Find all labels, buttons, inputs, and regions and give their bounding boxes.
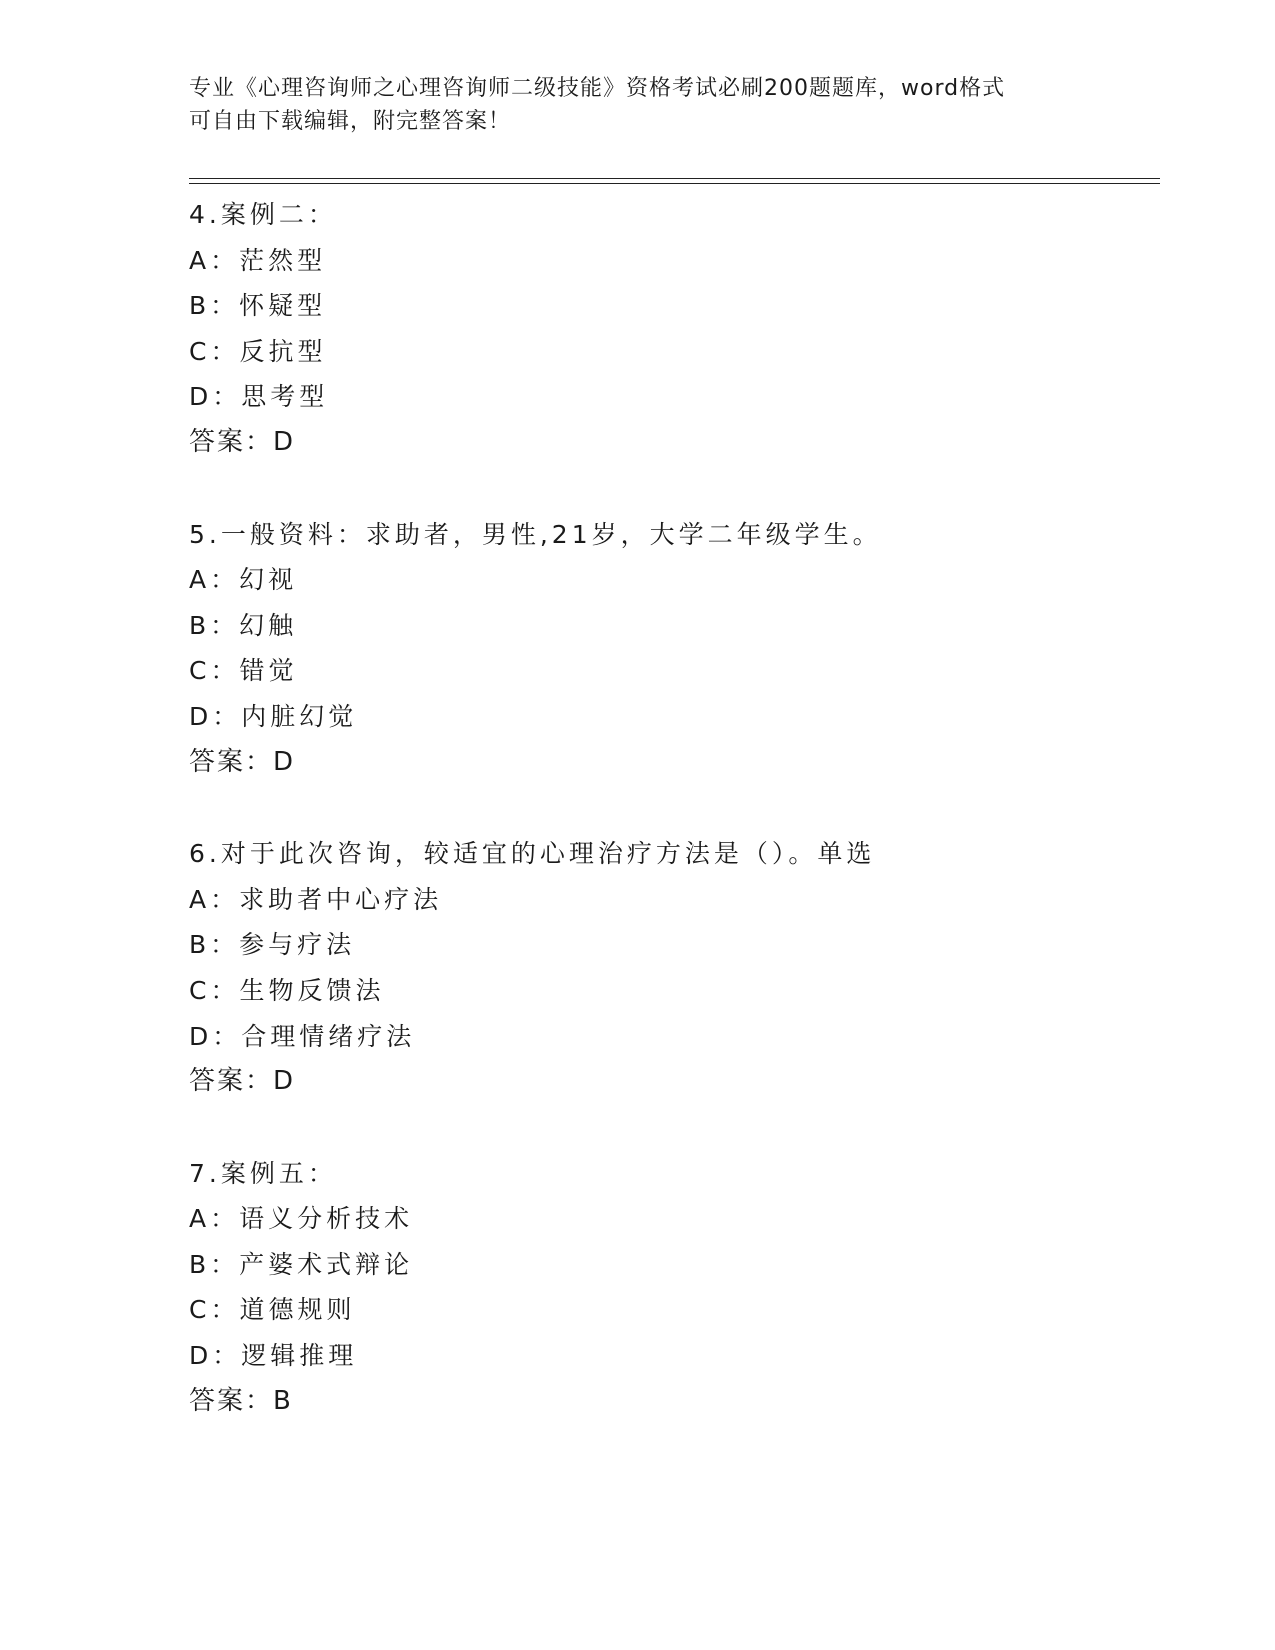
header-line-1: 专业《心理咨询师之心理咨询师二级技能》资格考试必刷200题题库，word格式 [189,76,1006,101]
header-line-2: 可自由下载编辑，附完整答案！ [189,109,512,134]
document-header [189,72,1089,138]
question-stem: 7.案例五： [189,1158,337,1188]
question-5 [189,512,1149,786]
option-a: A：求助者中心疗法 [189,884,443,914]
option-c: C：反抗型 [189,336,327,366]
option-b: B：幻触 [189,610,298,640]
option-d: D：思考型 [189,382,329,412]
question-6 [189,831,1149,1105]
option-c: C：生物反馈法 [189,975,385,1005]
option-a: A：幻视 [189,565,298,595]
question-4 [189,192,1149,466]
question-stem: 4.案例二： [189,200,337,229]
answer-line: 答案：B [189,1385,293,1416]
option-b: B：产婆术式辩论 [189,1249,414,1279]
option-b: B：怀疑型 [189,291,327,321]
option-d: D：逻辑推理 [189,1341,358,1371]
option-a: A：语义分析技术 [189,1204,414,1234]
answer-line: 答案：D [189,746,296,777]
question-7 [189,1151,1149,1425]
option-c: C：错觉 [189,656,298,686]
option-a: A：茫然型 [189,245,327,275]
question-stem: 5.一般资料：求助者，男性,21岁，大学二年级学生。 [189,519,882,549]
question-stem: 6.对于此次咨询，较适宜的心理治疗方法是（）。单选 [189,839,876,869]
header-divider [189,178,1160,184]
answer-line: 答案：D [189,1066,296,1097]
option-b: B：参与疗法 [189,930,356,960]
question-list [189,192,1149,1470]
option-d: D：合理情绪疗法 [189,1021,416,1051]
option-d: D：内脏幻觉 [189,701,358,731]
option-c: C：道德规则 [189,1295,356,1325]
answer-line: 答案：D [189,426,296,457]
